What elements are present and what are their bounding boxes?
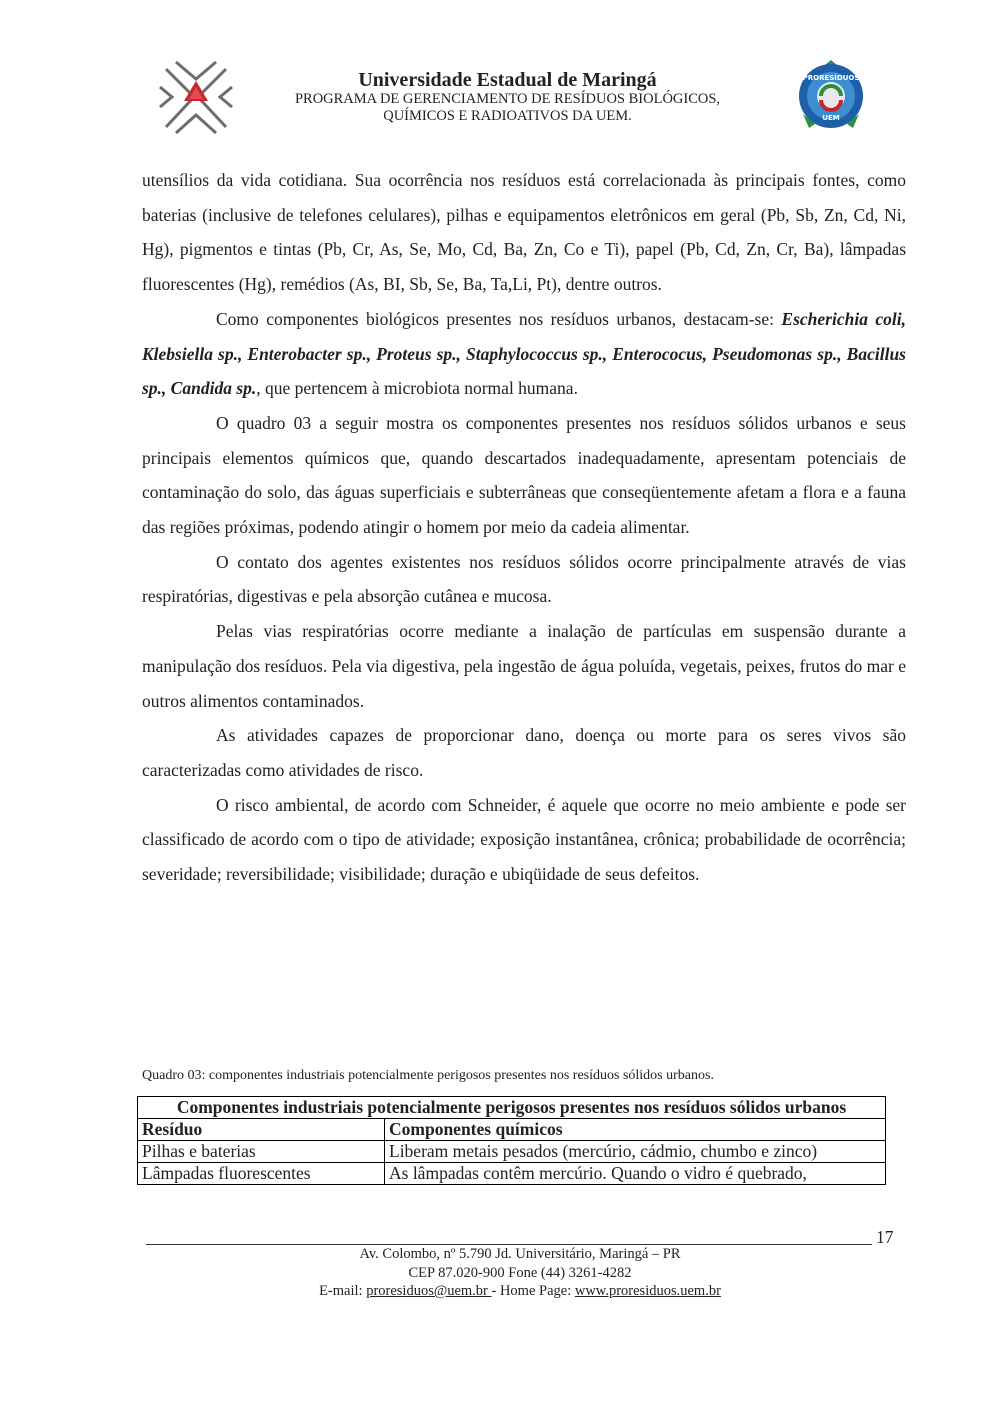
proresiduos-logo-icon xyxy=(795,58,867,132)
paragraph-7: O risco ambiental, de acordo com Schneider, é aquele que ocorre no meio ambiente e pode ser classificado de acordo com o tipo de atividade; exposição instantânea, crônica; probabilidade de ocorrência; severidade; reversibilidade; visibilidade; duração e ubiqüidade de seus defeitos. xyxy=(142,794,906,885)
footer-cep: CEP 87.020-900 Fone (44) 3261-4282 xyxy=(408,1264,632,1281)
paragraph-1: utensílios da vida cotidiana. Sua ocorrência nos resíduos está correlacionada às principais fontes, como baterias (inclusive de telefones celulares), pilhas e equipamentos eletrônicos em geral (Pb, Sb, Zn, Cd, Ni, Hg), pigmentos e tintas (Pb, Cr, As, Se, Mo, Cd, Ba, Zn, Co e Ti), papel (Pb, Cd, Zn, Cr, Ba), lâmpadas fluorescentes (Hg), remédios (As, BI, Sb, Se, Ba, Ta,Li, Pt), dentre outros. xyxy=(142,170,906,295)
column-header-residuo: Resíduo xyxy=(138,1119,385,1141)
table-cell-componentes: As lâmpadas contêm mercúrio. Quando o vidro é quebrado, xyxy=(385,1163,886,1185)
page-number: 17 xyxy=(876,1227,894,1247)
table-header-row xyxy=(138,1119,886,1141)
uem-logo-icon xyxy=(156,57,236,139)
footer-email-label: E-mail: xyxy=(319,1283,367,1299)
table-cell-residuo: Pilhas e baterias xyxy=(138,1141,385,1163)
table-cell-componentes: Liberam metais pesados (mercúrio, cádmio, chumbo e zinco) xyxy=(385,1141,886,1163)
page-header xyxy=(150,55,870,145)
column-header-componentes: Componentes químicos xyxy=(385,1119,886,1141)
footer-contact xyxy=(146,1282,894,1301)
footer-email-link[interactable]: proresiduos@uem.br xyxy=(366,1283,492,1299)
page-footer xyxy=(146,1245,894,1301)
paragraph-2-species: Escherichia coli, Klebsiella sp., Enterobacter sp., Proteus sp., Staphylococcus sp., Enterococus, Pseudomonas sp., Bacillus sp., Candida sp. xyxy=(142,308,907,399)
program-subtitle-line1: PROGRAMA DE GERENCIAMENTO DE RESÍDUOS BIOLÓGICOS, xyxy=(294,91,721,107)
paragraph-4: O contato dos agentes existentes nos resíduos sólidos ocorre principalmente através de vias respiratórias, digestivas e pela absorção cutânea e mucosa. xyxy=(142,551,906,607)
paragraph-6: As atividades capazes de proporcionar dano, doença ou morte para os seres vivos são caracterizadas como atividades de risco. xyxy=(142,725,906,780)
paragraph-2 xyxy=(142,302,906,406)
table-row xyxy=(138,1141,886,1163)
table-title-row xyxy=(138,1097,886,1119)
table-row xyxy=(138,1163,886,1185)
table-caption: Quadro 03: componentes industriais potencialmente perigosos presentes nos resíduos sólidos urbanos. xyxy=(142,1068,714,1083)
components-table xyxy=(137,1096,886,1185)
header-text xyxy=(250,69,765,125)
footer-homepage-link[interactable]: www.proresiduos.uem.br xyxy=(574,1283,721,1299)
table-title: Componentes industriais potencialmente perigosos presentes nos resíduos sólidos urbanos xyxy=(138,1097,886,1119)
proresiduos-logo-text: PRORESÍDUOS xyxy=(802,74,860,82)
table-cell-residuo: Lâmpadas fluorescentes xyxy=(138,1163,385,1185)
proresiduos-logo-uem-text: UEM xyxy=(822,114,840,122)
paragraph-3: O quadro 03 a seguir mostra os componentes presentes nos resíduos sólidos urbanos e seus principais elementos químicos que, quando descartados inadequadamente, apresentam potenciais de contaminação do solo, das águas superficiais e subterrâneas que conseqüentemente afetam a flora e a fauna das regiões próximas, podendo atingir o homem por meio da cadeia alimentar. xyxy=(142,412,906,538)
paragraph-2-end: , que pertencem à microbiota normal humana. xyxy=(256,378,578,399)
footer-address: Av. Colombo, nº 5.790 Jd. Universitário, Maringá – PR xyxy=(359,1246,681,1262)
program-subtitle-line2: QUÍMICOS E RADIOATIVOS DA UEM. xyxy=(383,108,632,124)
footer-homepage-label: - Home Page: xyxy=(491,1283,575,1299)
document-body xyxy=(142,163,906,892)
paragraph-5: Pelas vias respiratórias ocorre mediante a inalação de partículas em suspensão durante a manipulação dos resíduos. Pela via digestiva, pela ingestão de água poluída, vegetais, peixes, frutos do mar e outros alimentos contaminados. xyxy=(142,621,906,711)
university-title: Universidade Estadual de Maringá xyxy=(358,69,657,91)
paragraph-2-start: Como componentes biológicos presentes nos resíduos urbanos, destacam-se: xyxy=(216,308,782,329)
